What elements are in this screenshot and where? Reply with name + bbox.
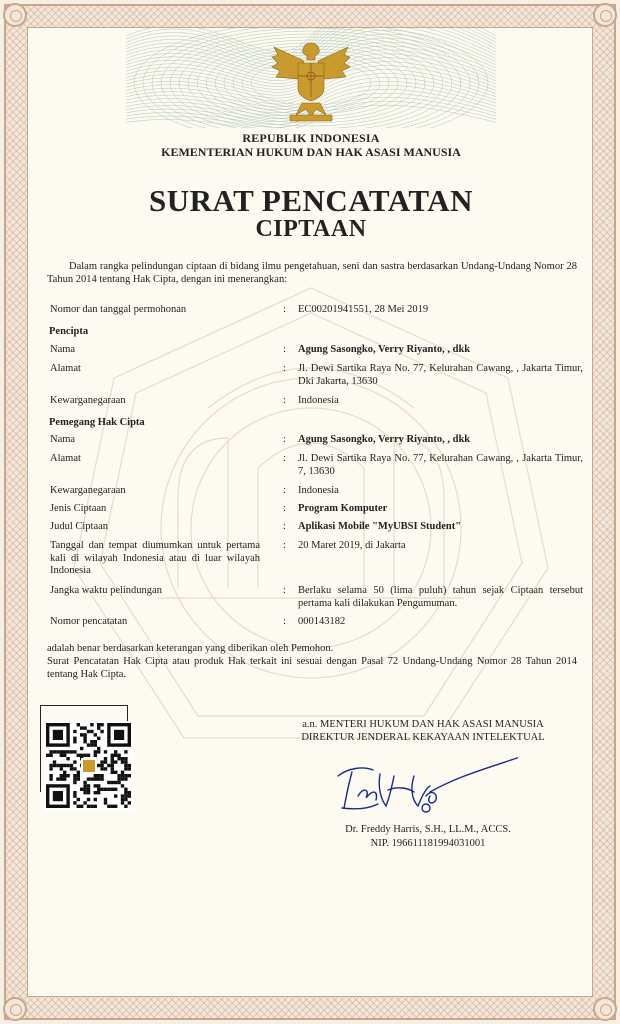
document-title: SURAT PENCATATAN — [148, 183, 474, 218]
header-ministry: KEMENTERIAN HUKUM DAN HAK ASASI MANUSIA — [161, 145, 461, 159]
corner-ornament — [593, 3, 617, 27]
section-pencipta: Pencipta — [49, 326, 89, 337]
corner-ornament — [593, 997, 617, 1021]
document-subtitle: CIPTAAN — [255, 216, 367, 242]
intro-paragraph: Dalam rangka pelindungan ciptaan di bidang ilmu pengetahuan, seni dan sastra berdasarkan Undang-Undang Nomor 28 Tahun 2014 tentang Hak Cipta, dengan ini menerangkan: — [47, 261, 577, 285]
corner-ornament — [3, 997, 27, 1021]
certificate-page: REPUBLIK INDONESIA KEMENTERIAN HUKUM DAN HAK ASASI MANUSIA SURAT PENCATATAN CIPTAAN Dalam rangka pelindungan ciptaan di bidang ilmu pengetahuan, seni dan sastra berdasarkan Undang-Undang Nomor 28 Tahun 2014 tentang Hak Cipta, dengan ini menerangkan: Nomor dan tanggal permohonan : EC00201941551, 28 Mei 2019 Pencipta Nama : Agung Sasongko, Verry Riyanto, , dkk Alamat : Jl. Dewi Sartika Raya No. 77, Kelurahan Cawang, , Jakarta Timur, Dki Jakarta, 13630 Kewarganegaraan : Indonesia Pemegang Hak Cipta Nama : Agung Sasongko, Verry Riyanto, , dkk Alamat : Jl. Dewi Sartika Raya No. 77, Kelurahan Cawang, , Jakarta Timur, 7, 13630 Kewarganegaraan : Indonesia Jenis Ciptaan : Program Komputer Judul Ciptaan : Aplikasi Mobile "MyUBSI Student" Tanggal dan tempat diumumkan untuk pertama kali di wilayah Indonesia atau di luar wilayah Indonesia : 20 Maret 2019, di Jakarta Jangka waktu pelindungan : Berlaku selama 50 (lima puluh) tahun sejak Ciptaan tersebut pertama kali dilakukan Pengumuman. Nomor pencatatan : 000143182 adalah benar berdasarkan keterangan yang diberikan oleh Pemohon. Surat Pencatatan Hak Cipta atau produk Hak terkait ini sesuai dengan Pasal 72 Undang-Undang Nomor 28 Tahun 2014 tentang Hak Cipta. a.n. MENTERI HUKUM DAN HAK ASASI MANUSIA DIREKTUR JENDERAL KEKAYAAN INTELEKTUAL Dr. Freddy Harris, S.H., LL.M., ACCS. NIP. 196611181994031001 — [27, 27, 593, 997]
corner-ornament — [3, 3, 27, 27]
garuda-emblem-icon — [266, 33, 356, 123]
signature-title-2: DIREKTUR JENDERAL KEKAYAAN INTELEKTUAL — [301, 732, 545, 743]
signatory-name: Dr. Freddy Harris, S.H., LL.M., ACCS. — [345, 824, 511, 835]
footer-line-2: Surat Pencatatan Hak Cipta atau produk Hak terkait ini sesuai dengan Pasal 72 Undang-Undang Nomor 28 Tahun 2014 tentang Hak Cipta. — [47, 656, 577, 680]
signatory-nip: NIP. 196611181994031001 — [370, 838, 486, 849]
signature-title-1: a.n. MENTERI HUKUM DAN HAK ASASI MANUSIA — [302, 719, 544, 730]
handwritten-signature — [318, 746, 518, 821]
qr-code[interactable] — [44, 721, 134, 811]
header-republic: REPUBLIK INDONESIA — [242, 131, 380, 145]
footer-line-1: adalah benar berdasarkan keterangan yang diberikan oleh Pemohon. — [47, 643, 334, 654]
signatory-block — [318, 823, 538, 851]
footer-text — [47, 642, 577, 681]
section-pemegang: Pemegang Hak Cipta — [49, 417, 145, 428]
